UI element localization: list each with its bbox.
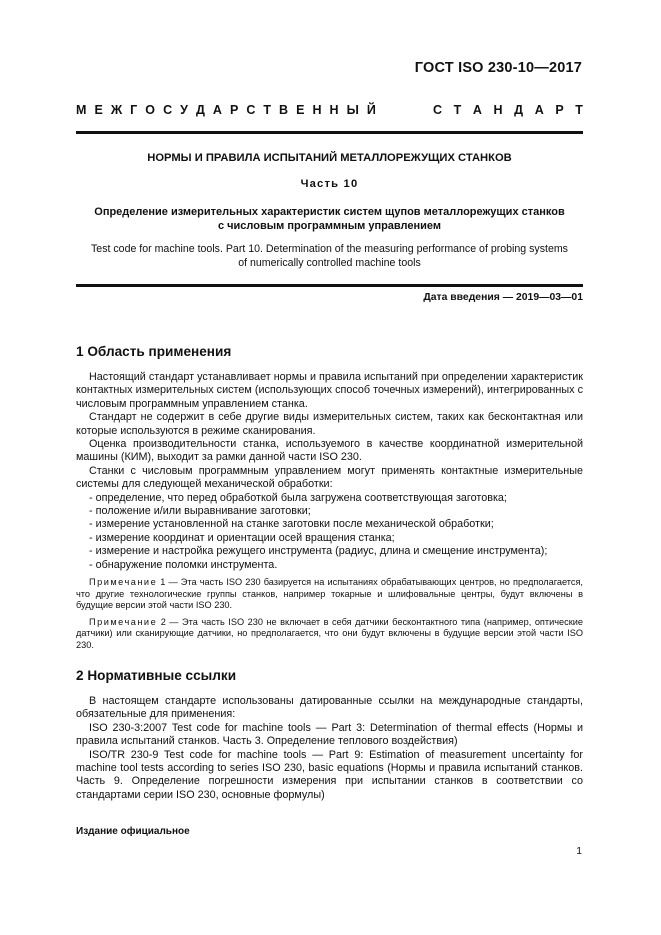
list-item: - измерение установленной на станке заготовки после механической обработки; (89, 518, 494, 531)
banner-letter: Т (263, 103, 272, 117)
section-1-body (76, 371, 583, 652)
list-item: - измерение и настройка режущего инструмента (радиус, длина и смещение инструмента); (89, 545, 548, 558)
banner-letter: Н (312, 103, 322, 117)
english-title (76, 243, 583, 270)
interstate-word-2 (433, 103, 583, 117)
banner-letter: В (279, 103, 289, 117)
section-1-paragraph-2: Стандарт не содержит в себе другие виды измерительных систем, таких как бесконтактная или которые используются в режиме сканирования. (76, 411, 583, 437)
section-1-heading: 1 Область применения (76, 344, 232, 359)
official-edition-label: Издание официальное (76, 826, 190, 837)
english-title-line-2: of numerically controlled machine tools (238, 256, 421, 269)
reference-1: ISO 230-3:2007 Test code for machine tools — Part 3: Determination of thermal effects (Нормы и правила испытаний станков. Часть 3. Определение теплового воздействия) (76, 721, 583, 748)
banner-letter: А (212, 103, 222, 117)
section-2-body (76, 695, 583, 802)
banner-letter: Н (493, 103, 503, 117)
section-1-paragraph-1: Настоящий стандарт устанавливает нормы и правила испытаний при определении характеристик контактных измерительных систем (использующих способ точечных измерений), интегрированных с числовым программным управлением станка. (76, 371, 583, 410)
note-1-label: Примечание (89, 577, 158, 588)
banner-letter: О (145, 103, 156, 117)
title-divider (76, 284, 583, 287)
part-title: Часть 10 (300, 178, 359, 190)
banner-letter: Д (514, 103, 524, 117)
banner-letter: А (472, 103, 482, 117)
header-divider (76, 131, 583, 134)
document-title: НОРМЫ И ПРАВИЛА ИСПЫТАНИЙ МЕТАЛЛОРЕЖУЩИХ СТАНКОВ (147, 152, 512, 164)
list-item: - измерение координат и ориентации осей вращения станка; (89, 531, 395, 544)
subtitle-line-1: Определение измерительных характеристик систем щупов металлорежущих станков (94, 206, 565, 218)
list-item: - определение, что перед обработкой была загружена соответствующая заготовка; (89, 491, 507, 504)
interstate-standard-banner (76, 103, 583, 117)
section-1-paragraph-3: Оценка производительности станка, используемого в качестве координатной измерительной машины (КИМ), выходит за рамки данной части ISO 230. (76, 438, 583, 464)
note-1-text: 1 — Эта часть ISO 230 базируется на испытаниях обрабатывающих центров, но предполагается, что другие технологические группы станков, например токарные и шлифовальные центры, будут включены в будущие версии этой части ISO 230. (76, 577, 583, 611)
section-2-paragraph-1: В настоящем стандарте использованы датированные ссылки на международные стандарты, обязательные для применения: (76, 695, 583, 721)
banner-letter: Т (575, 103, 583, 117)
reference-2: ISO/TR 230-9 Test code for machine tools — Part 9: Estimation of measurement uncertainty for machine tool tests according to series ISO 230, basic equations (Нормы и правила испытаний станков. Часть 9. Определение погрешности измерения при испытании станков в соответствии со стандартами серии ISO 230, основные формулы) (76, 748, 583, 801)
english-title-line-1: Test code for machine tools. Part 10. Determination of the measuring performance of probing systems (91, 243, 568, 255)
page-number: 1 (576, 846, 582, 857)
banner-letter: Г (130, 103, 138, 117)
banner-letter: Р (555, 103, 564, 117)
section-2-heading: 2 Нормативные ссылки (76, 668, 237, 683)
list-item: - обнаружение поломки инструмента. (89, 558, 278, 571)
subtitle (76, 206, 583, 233)
banner-letter: Ж (110, 103, 123, 117)
banner-letter: М (76, 103, 87, 117)
banner-letter: С (163, 103, 173, 117)
standard-code: ГОСТ ISO 230-10—2017 (414, 60, 582, 76)
banner-letter: Д (195, 103, 205, 117)
note-2 (76, 617, 583, 652)
banner-letter: Ы (346, 103, 359, 117)
banner-letter: Й (366, 103, 376, 117)
section-1-paragraph-4: Станки с числовым программным управлением могут применять контактные измерительные системы для следующей механической обработки: (76, 464, 583, 491)
note-1 (76, 577, 583, 612)
subtitle-line-2: с числовым программным управлением (217, 219, 442, 232)
note-2-text: 2 — Эта часть ISO 230 не включает в себя датчики бесконтактного типа (например, оптические датчики) или сканирующие датчики, но предполагается, что они будут включены в будущие версии этой части ISO 230. (76, 616, 583, 651)
interstate-word-1 (76, 103, 376, 117)
banner-letter: Е (94, 103, 103, 117)
banner-letter: С (246, 103, 256, 117)
list-item: - положение и/или выравнивание заготовки; (89, 505, 311, 518)
banner-letter: Р (229, 103, 239, 117)
banner-letter: У (180, 103, 188, 117)
banner-letter: Т (453, 103, 462, 117)
banner-letter: А (534, 103, 544, 117)
banner-letter: Е (296, 103, 305, 117)
note-2-label: Примечание (89, 616, 158, 627)
banner-letter: Н (329, 103, 339, 117)
banner-letter: С (433, 103, 443, 117)
introduction-date: Дата введения — 2019—03—01 (423, 292, 583, 303)
